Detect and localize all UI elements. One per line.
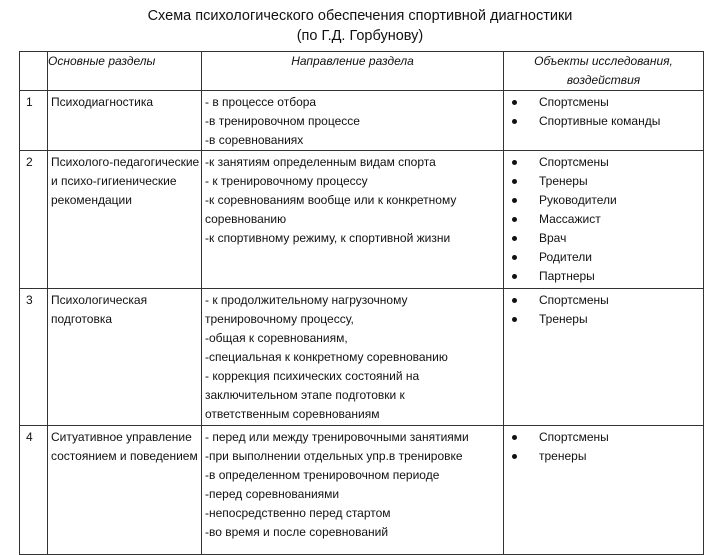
objects-cell [504, 91, 704, 151]
object-label: Спортсмены [539, 95, 609, 109]
object-item [504, 310, 703, 329]
direction-line: - в процессе отбора [205, 95, 317, 109]
header-number [20, 52, 48, 91]
object-label: Тренеры [539, 174, 588, 188]
object-item [504, 291, 703, 310]
object-item [504, 229, 703, 248]
row-number: 1 [20, 91, 48, 151]
direction-cell [202, 91, 504, 151]
object-item [504, 428, 703, 447]
row-number: 2 [20, 151, 48, 289]
objects-cell [504, 151, 704, 289]
section-name: Психолого-педагогические и психо-гигиенические рекомендации [48, 151, 202, 289]
direction-line: тренировочному процессу, [205, 312, 354, 326]
object-item [504, 248, 703, 267]
objects-list [504, 93, 703, 131]
object-item [504, 267, 703, 286]
direction-line: -специальная к конкретному соревнованию [205, 350, 448, 364]
section-name: Психологическая подготовка [48, 289, 202, 426]
direction-line: - коррекция психических состояний на [205, 369, 420, 383]
objects-list [504, 428, 703, 466]
object-label: Спортсмены [539, 430, 609, 444]
bullet-icon [512, 160, 517, 165]
direction-line: -в определенном тренировочном периоде [205, 468, 440, 482]
header-direction: Направление раздела [202, 52, 504, 91]
direction-line: заключительном этапе подготовки к [205, 388, 405, 402]
bullet-icon [512, 179, 517, 184]
section-name: Ситуативное управление состоянием и поведением [48, 426, 202, 555]
object-label: Спортсмены [539, 155, 609, 169]
object-label: Тренеры [539, 312, 588, 326]
objects-cell [504, 426, 704, 555]
direction-line: -общая к соревнованиям, [205, 331, 348, 345]
direction-line: -к занятиям определенным видам спорта [205, 155, 436, 169]
direction-line: -перед соревнованиями [205, 487, 340, 501]
object-label: Родители [539, 250, 592, 264]
table-header-row [20, 52, 704, 91]
bullet-icon [512, 217, 517, 222]
object-item [504, 191, 703, 210]
object-label: тренеры [539, 449, 587, 463]
table-row [20, 91, 704, 151]
object-item [504, 172, 703, 191]
bullet-icon [512, 255, 517, 260]
bullet-icon [512, 298, 517, 303]
direction-line: -непосредственно перед стартом [205, 506, 391, 520]
direction-line: ответственным соревнованиям [205, 407, 380, 421]
object-item [504, 210, 703, 229]
bullet-icon [512, 317, 517, 322]
document-title: Схема психологического обеспечения спортивной диагностики [147, 8, 573, 24]
object-label: Массажист [539, 212, 601, 226]
direction-line: - перед или между тренировочными занятиями [205, 430, 469, 444]
object-label: Руководители [539, 193, 617, 207]
table-row [20, 426, 704, 555]
bullet-icon [512, 274, 517, 279]
bullet-icon [512, 236, 517, 241]
object-item [504, 153, 703, 172]
row-number: 4 [20, 426, 48, 555]
objects-cell [504, 289, 704, 426]
direction-cell [202, 289, 504, 426]
direction-cell [202, 426, 504, 555]
object-label: Спортсмены [539, 293, 609, 307]
object-item [504, 93, 703, 112]
table-row [20, 151, 704, 289]
direction-line: -к спортивному режиму, к спортивной жизни [205, 231, 451, 245]
object-item [504, 112, 703, 131]
direction-cell [202, 151, 504, 289]
object-label: Партнеры [539, 269, 595, 283]
objects-list [504, 153, 703, 286]
bullet-icon [512, 100, 517, 105]
object-label: Врач [539, 231, 567, 245]
object-item [504, 447, 703, 466]
object-label: Спортивные команды [539, 114, 661, 128]
direction-line: - к тренировочному процессу [205, 174, 368, 188]
header-objects: Объекты исследования, воздействия [504, 52, 704, 91]
objects-list [504, 291, 703, 329]
table-row [20, 289, 704, 426]
direction-line: -в соревнованиях [205, 133, 304, 147]
bullet-icon [512, 454, 517, 459]
row-number: 3 [20, 289, 48, 426]
direction-line: -во время и после соревнований [205, 525, 389, 539]
direction-line: -в тренировочном процессе [205, 114, 360, 128]
section-name: Психодиагностика [48, 91, 202, 151]
direction-line: -при выполнении отдельных упр.в тренировке [205, 449, 463, 463]
direction-line: -к соревнованиям вообще или к конкретному [205, 193, 457, 207]
direction-line: - к продолжительному нагрузочному [205, 293, 408, 307]
header-sections: Основные разделы [48, 52, 202, 91]
direction-line: соревнованию [205, 212, 287, 226]
bullet-icon [512, 435, 517, 440]
scheme-table [19, 51, 704, 555]
bullet-icon [512, 119, 517, 124]
document-subtitle: (по Г.Д. Горбунову) [296, 28, 424, 44]
bullet-icon [512, 198, 517, 203]
